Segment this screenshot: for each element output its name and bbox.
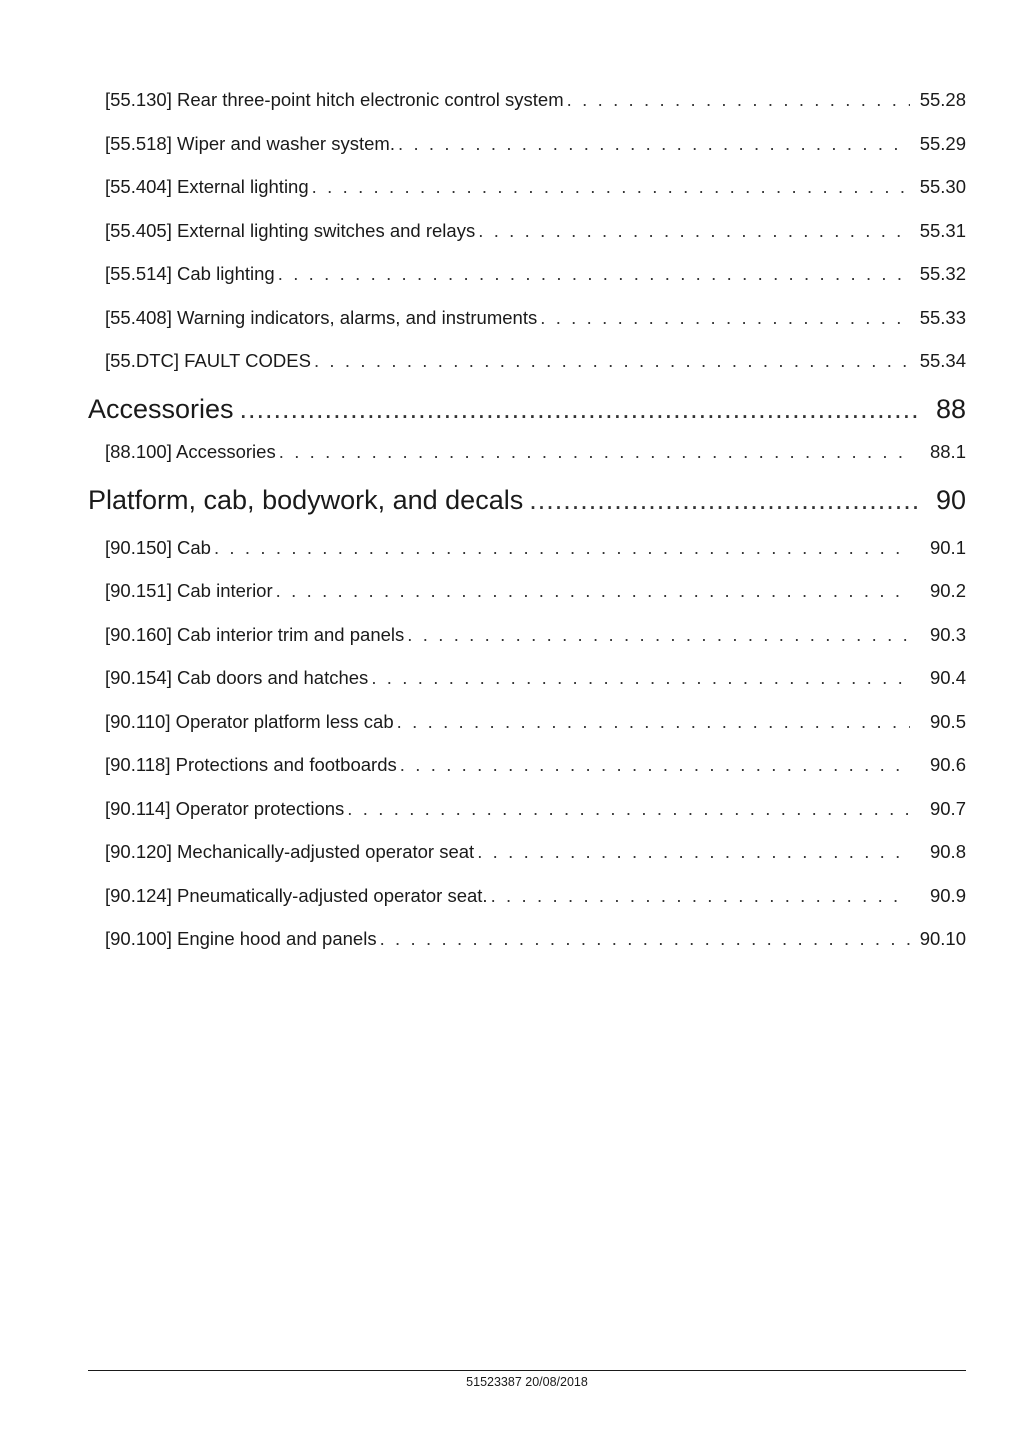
toc-entry-label: [90.120] Mechanically-adjusted operator seat (105, 841, 475, 862)
toc-entry-page: 55.33 (919, 307, 966, 328)
dot-leader (478, 220, 910, 242)
toc-entry[interactable] (105, 89, 966, 111)
toc-entry[interactable] (105, 220, 966, 242)
toc-chapter[interactable] (88, 485, 966, 516)
toc-entry[interactable] (105, 580, 966, 602)
toc-entry[interactable] (105, 537, 966, 559)
toc-entry-label: [90.100] Engine hood and panels (105, 928, 377, 949)
toc-entry-page: 90.7 (929, 798, 966, 819)
toc-chapter-label: Platform, cab, bodywork, and decals (88, 485, 524, 515)
dot-leader (312, 176, 910, 198)
toc-entry[interactable] (105, 133, 966, 155)
toc-entry-page: 55.31 (919, 220, 966, 241)
toc-entry-label: [55.405] External lighting switches and relays (105, 220, 476, 241)
toc-entry-page: 90.2 (929, 580, 966, 601)
toc-entry-page: 90.1 (929, 537, 966, 558)
dot-leader (397, 711, 910, 733)
dot-leader (477, 841, 910, 863)
toc-entry-page: 55.32 (919, 263, 966, 284)
toc-entry[interactable] (105, 350, 966, 372)
dot-leader (407, 624, 910, 646)
toc-entry[interactable] (105, 624, 966, 646)
toc-entry[interactable] (105, 841, 966, 863)
dot-leader (347, 798, 910, 820)
toc-entry-label: [90.124] Pneumatically-adjusted operator seat. (105, 885, 488, 906)
dot-leader (214, 537, 910, 559)
toc-chapter-label: Accessories (88, 394, 234, 424)
toc-entry-label: [90.118] Protections and footboards (105, 754, 397, 775)
toc-entry[interactable] (105, 307, 966, 329)
toc-entry-label: [90.114] Operator protections (105, 798, 345, 819)
dot-leader (276, 580, 910, 602)
toc-entry-label: [90.154] Cab doors and hatches (105, 667, 369, 688)
toc-entry[interactable] (105, 667, 966, 689)
dot-leader (529, 485, 920, 516)
toc-chapter-page: 90 (935, 485, 966, 515)
toc-entry-page: 90.9 (929, 885, 966, 906)
toc-entry-label: [90.160] Cab interior trim and panels (105, 624, 405, 645)
toc-entry-page: 55.28 (919, 89, 966, 110)
toc-entry-label: [55.404] External lighting (105, 176, 309, 197)
toc-entry-label: [90.150] Cab (105, 537, 211, 558)
dot-leader (540, 307, 910, 329)
toc-entry[interactable] (105, 263, 966, 285)
toc-entry-label: [55.DTC] FAULT CODES (105, 350, 311, 371)
dot-leader (314, 350, 910, 372)
dot-leader (279, 441, 910, 463)
footer-document-id: 51523387 20/08/2018 (466, 1375, 588, 1389)
toc-entry-page: 55.30 (919, 176, 966, 197)
dot-leader (491, 885, 910, 907)
toc-entry-label: [55.514] Cab lighting (105, 263, 275, 284)
toc-entry[interactable] (105, 885, 966, 907)
toc-entry-page: 55.34 (919, 350, 966, 371)
footer-divider (88, 1370, 966, 1371)
toc-entry[interactable] (105, 928, 966, 950)
toc-entry-label: [55.408] Warning indicators, alarms, and instruments (105, 307, 538, 328)
toc-chapter[interactable] (88, 394, 966, 425)
toc-entry-page: 88.1 (929, 441, 966, 462)
toc-entry[interactable] (105, 711, 966, 733)
toc-entry[interactable] (105, 798, 966, 820)
toc-entry-label: [90.151] Cab interior (105, 580, 273, 601)
toc-entry[interactable] (105, 754, 966, 776)
toc-entry[interactable] (105, 441, 966, 463)
toc-entry-label: [88.100] Accessories (105, 441, 276, 462)
dot-leader (400, 754, 910, 776)
toc-entry[interactable] (105, 176, 966, 198)
dot-leader (380, 928, 910, 950)
dot-leader (240, 394, 920, 425)
toc-entry-page: 90.6 (929, 754, 966, 775)
toc-chapter-page: 88 (935, 394, 966, 424)
toc-entry-label: [55.130] Rear three-point hitch electronic control system (105, 89, 564, 110)
toc-entry-page: 90.3 (929, 624, 966, 645)
toc-entry-label: [55.518] Wiper and washer system. (105, 133, 395, 154)
toc-entry-page: 90.10 (919, 928, 966, 949)
dot-leader (371, 667, 910, 689)
toc-entry-page: 90.8 (929, 841, 966, 862)
toc-entry-page: 55.29 (919, 133, 966, 154)
dot-leader (278, 263, 910, 285)
toc-entry-label: [90.110] Operator platform less cab (105, 711, 394, 732)
toc-entry-page: 90.4 (929, 667, 966, 688)
dot-leader (567, 89, 910, 111)
dot-leader (398, 133, 910, 155)
toc-entry-page: 90.5 (929, 711, 966, 732)
